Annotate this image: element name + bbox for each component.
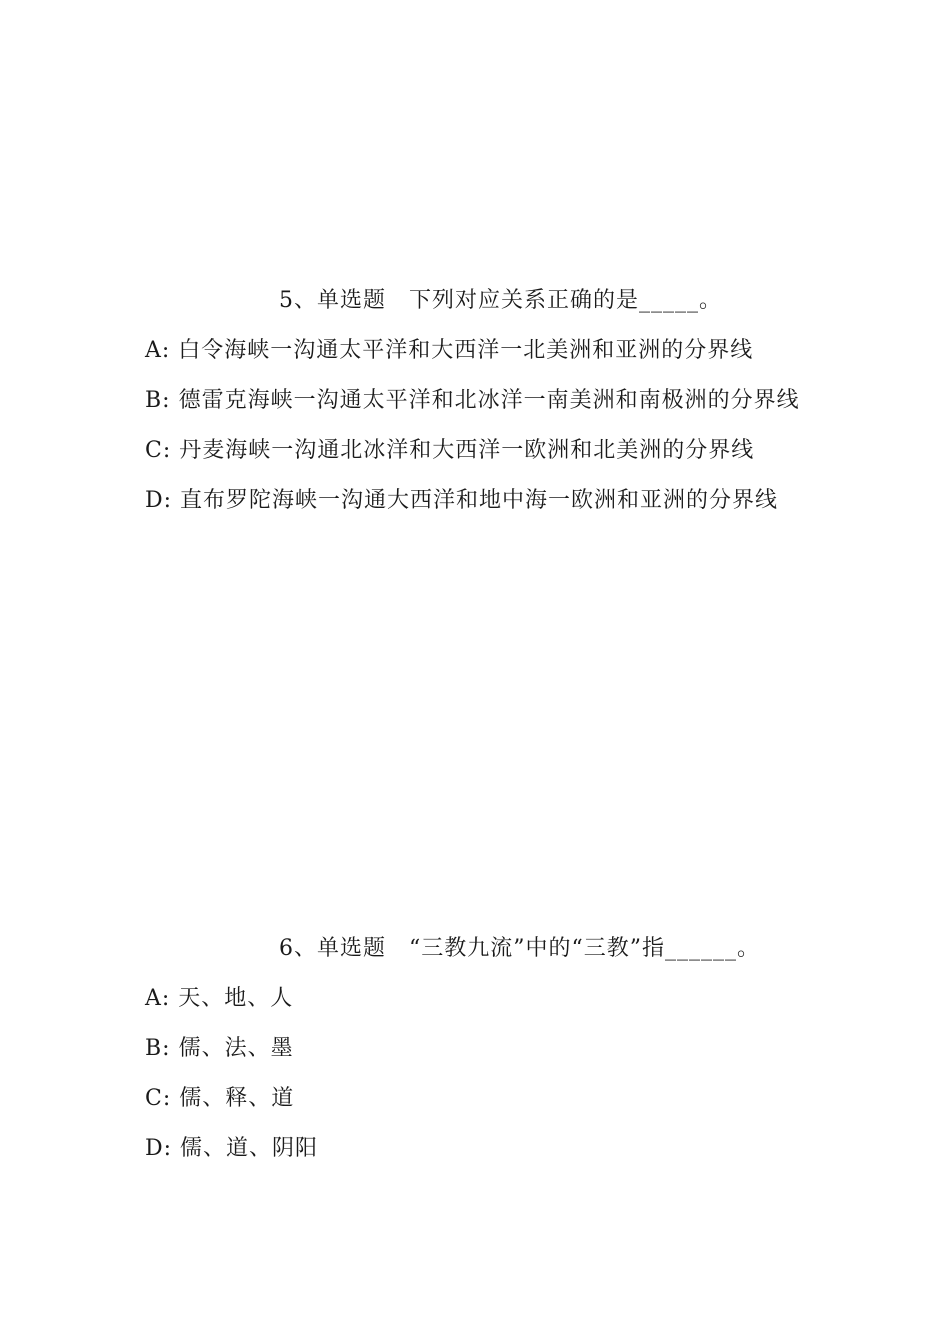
question-stem: 5、单选题 下列对应关系正确的是_____。 — [279, 288, 722, 313]
question-6 — [145, 924, 813, 1174]
option-c: C: 儒、释、道 — [145, 1086, 295, 1111]
option-b: B: 儒、法、墨 — [145, 1036, 294, 1061]
option-a: A: 白令海峡一沟通太平洋和大西洋一北美洲和亚洲的分界线 — [145, 338, 754, 363]
option-d: D: 直布罗陀海峡一沟通大西洋和地中海一欧洲和亚洲的分界线 — [145, 488, 779, 513]
question-stem: 6、单选题 “三教九流”中的“三教”指______。 — [279, 936, 760, 961]
option-c: C: 丹麦海峡一沟通北冰洋和大西洋一欧洲和北美洲的分界线 — [145, 438, 755, 463]
option-a: A: 天、地、人 — [145, 986, 294, 1011]
option-d: D: 儒、道、阴阳 — [145, 1136, 319, 1161]
question-5 — [145, 276, 813, 526]
option-b: B: 德雷克海峡一沟通太平洋和北冰洋一南美洲和南极洲的分界线 — [145, 388, 800, 413]
